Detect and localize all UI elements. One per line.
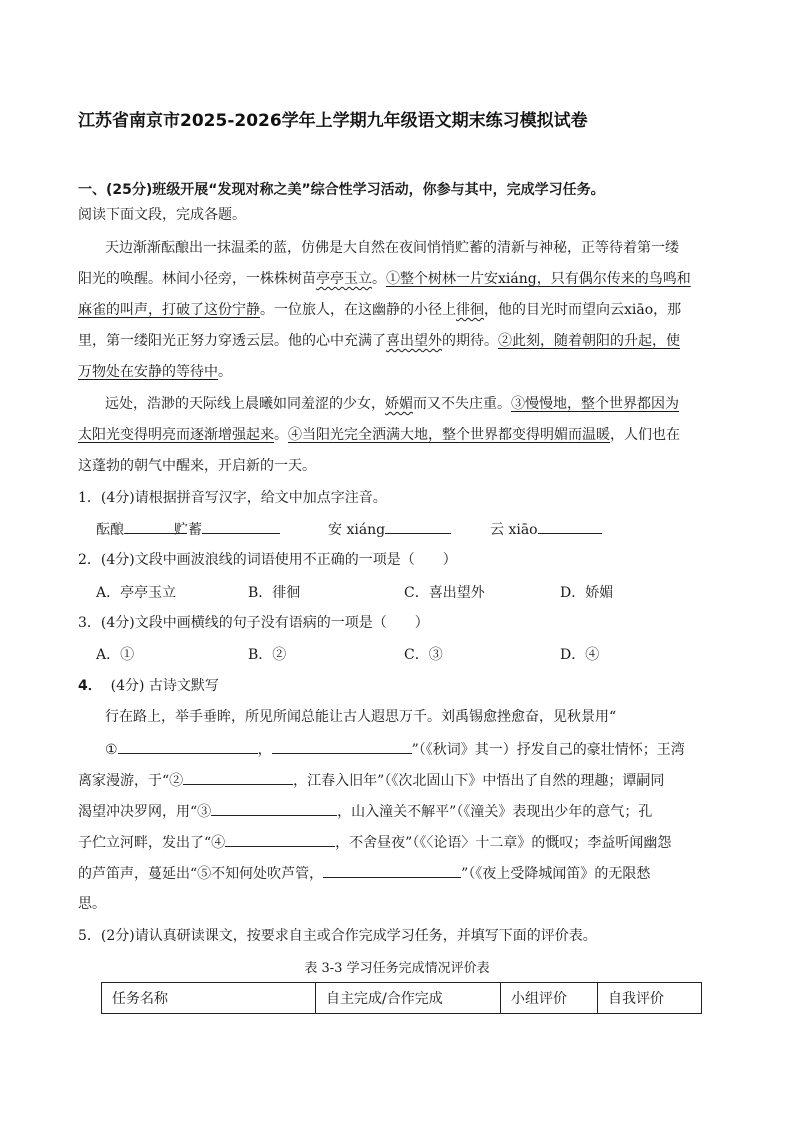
answer-blank[interactable] xyxy=(118,739,258,754)
q2-option-a[interactable]: A．亭亭玉立 xyxy=(96,585,177,601)
q4-text: 渴望冲决罗网，用“③ xyxy=(78,804,212,820)
q2-option-b[interactable]: B．徘徊 xyxy=(248,585,301,601)
answer-blank[interactable] xyxy=(211,801,337,816)
wavy-word: 喜出望外 xyxy=(386,333,442,349)
q3-option-a[interactable]: A．① xyxy=(96,647,135,663)
section-heading: 一、(25分)班级开展“发现对称之美”综合性学习活动，你参与其中，完成学习任务。 xyxy=(78,182,605,198)
q4-text: 子伫立河畔，发出了“④ xyxy=(78,835,226,851)
answer-blank[interactable] xyxy=(538,519,602,534)
underlined-sentence: ①整个树林一片安xiáng，只有偶尔传来的鸟鸣和 xyxy=(386,271,691,287)
answer-blank[interactable] xyxy=(385,519,451,534)
passage-line xyxy=(78,331,680,351)
q4-text: ”（《秋词》其一）抒发自己的豪壮情怀；王湾 xyxy=(411,742,685,758)
passage-text: 阳光的唤醒。林间小径旁，一株株树苗 xyxy=(78,271,316,287)
passage-text: 的期待。 xyxy=(442,333,498,349)
passage-text: ，人们也在 xyxy=(610,427,680,443)
answer-blank[interactable] xyxy=(225,832,335,847)
passage-text: 。 xyxy=(274,427,288,443)
evaluation-table xyxy=(101,982,702,1014)
q4-line xyxy=(105,739,685,760)
q1-item-label: 贮蓄 xyxy=(174,522,202,538)
wavy-word: 徘徊 xyxy=(456,302,484,318)
underlined-sentence: 太阳光变得明亮而逐渐增强起来 xyxy=(78,427,274,443)
passage-line xyxy=(78,269,691,289)
passage-text: 。 xyxy=(218,364,232,380)
section-intro: 阅读下面文段，完成各题。 xyxy=(78,207,246,223)
passage-text: 而又不失庄重。 xyxy=(413,396,511,412)
passage-text: 。 xyxy=(372,271,386,287)
question-3-stem: 3．(4分)文段中画横线的句子没有语病的一项是（ ） xyxy=(78,615,429,631)
page-title: 江苏省南京市2025-2026学年上学期九年级语文期末练习模拟试卷 xyxy=(78,111,588,131)
q4-line xyxy=(78,863,650,884)
underlined-sentence: ③慢慢地，整个世界都因为 xyxy=(511,396,679,412)
q1-item xyxy=(328,519,451,539)
q4-text: ，江春入旧年”（《次北固山下》中悟出了自然的理趣；谭嗣同 xyxy=(293,773,665,789)
question-1-stem: 1．(4分)请根据拼音写汉字，给文中加点字注音。 xyxy=(78,490,387,506)
wavy-word: 娇媚 xyxy=(385,396,413,412)
answer-blank[interactable] xyxy=(323,863,461,878)
underlined-sentence: 麻雀的叫声，打破了这份宁静 xyxy=(78,302,260,318)
table-caption: 表 3-3 学习任务完成情况评价表 xyxy=(304,961,490,976)
question-number: 4． xyxy=(78,678,102,694)
q1-item xyxy=(490,519,602,539)
underlined-sentence: 万物处在安静的等待中 xyxy=(78,364,218,380)
passage-line xyxy=(105,394,679,414)
underlined-sentence: ②此刻，随着朝阳的升起，使 xyxy=(498,333,680,349)
table-header-cell: 任务名称 xyxy=(102,983,316,1014)
question-5-stem: 5．(2分)请认真研读课文，按要求自主或合作完成学习任务，并填写下面的评价表。 xyxy=(78,928,597,944)
q2-option-c[interactable]: C．喜出望外 xyxy=(404,585,485,601)
q4-line: 思。 xyxy=(78,896,106,912)
passage-line: 这蓬勃的朝气中醒来，开启新的一天。 xyxy=(78,458,316,474)
question-4-title: (4分) 古诗文默写 xyxy=(110,678,219,694)
q2-option-d[interactable]: D．娇媚 xyxy=(560,585,614,601)
q3-option-b[interactable]: B．② xyxy=(248,647,287,663)
passage-line: 天边渐渐酝酿出一抹温柔的蓝，仿佛是大自然在夜间悄悄贮蓄的清新与神秘，正等待着第一缕 xyxy=(105,240,679,256)
q1-item-label: 云 xiāo xyxy=(490,522,538,538)
table-header-cell: 自主完成/合作完成 xyxy=(316,983,501,1014)
passage-line xyxy=(78,425,680,445)
table-header-row xyxy=(102,983,702,1014)
answer-blank[interactable] xyxy=(183,770,293,785)
q4-text: ，山入潼关不解平”（《潼关》表现出少年的意气；孔 xyxy=(337,804,653,820)
passage-text: 。一位旅人，在这幽静的小径上 xyxy=(260,302,456,318)
passage-text: 远处，浩渺的天际线上晨曦如同羞涩的少女， xyxy=(105,396,385,412)
q1-item xyxy=(96,519,186,539)
q3-option-c[interactable]: C．③ xyxy=(404,647,443,663)
table-header-cell: 小组评价 xyxy=(501,983,598,1014)
q3-option-d[interactable]: D．④ xyxy=(560,647,600,663)
q4-line xyxy=(78,832,671,853)
wavy-word: 亭亭玉立 xyxy=(316,271,372,287)
blank-number: ① xyxy=(105,742,118,758)
answer-blank[interactable] xyxy=(202,519,280,534)
q4-text: ， xyxy=(257,742,272,758)
q4-text: 离家漫游，于“② xyxy=(78,773,184,789)
q4-line: 行在路上，举手垂眸，所见所闻总能让古人遐思万千。刘禹锡愈挫愈奋，见秋景用“ xyxy=(105,709,617,725)
question-2-stem: 2．(4分)文段中画波浪线的词语使用不正确的一项是（ ） xyxy=(78,552,457,568)
q4-text: ，不舍昼夜”（《〈论语〉十二章》的慨叹；李益听闻幽怨 xyxy=(335,835,672,851)
table-header-cell: 自我评价 xyxy=(598,983,702,1014)
passage-line xyxy=(78,300,681,320)
q1-item-label: 安 xiáng xyxy=(328,522,386,538)
q1-item-label: 酝酿 xyxy=(96,522,124,538)
passage-text: 里，第一缕阳光正努力穿透云层。他的心中充满了 xyxy=(78,333,386,349)
q4-text: ”（《夜上受降城闻笛》的无限愁 xyxy=(461,866,651,882)
q4-text: 的芦笛声，蔓延出“⑤不知何处吹芦管， xyxy=(78,866,324,882)
passage-text: ，他的目光时而望向云xiāo，那 xyxy=(484,302,682,318)
passage-line xyxy=(78,362,232,382)
q4-line xyxy=(78,801,652,822)
question-4-stem xyxy=(78,676,219,696)
q1-item xyxy=(174,519,280,539)
q4-line xyxy=(78,770,664,791)
answer-blank[interactable] xyxy=(272,739,412,754)
underlined-sentence: ④当阳光完全洒满大地，整个世界都变得明媚而温暖 xyxy=(288,427,610,443)
